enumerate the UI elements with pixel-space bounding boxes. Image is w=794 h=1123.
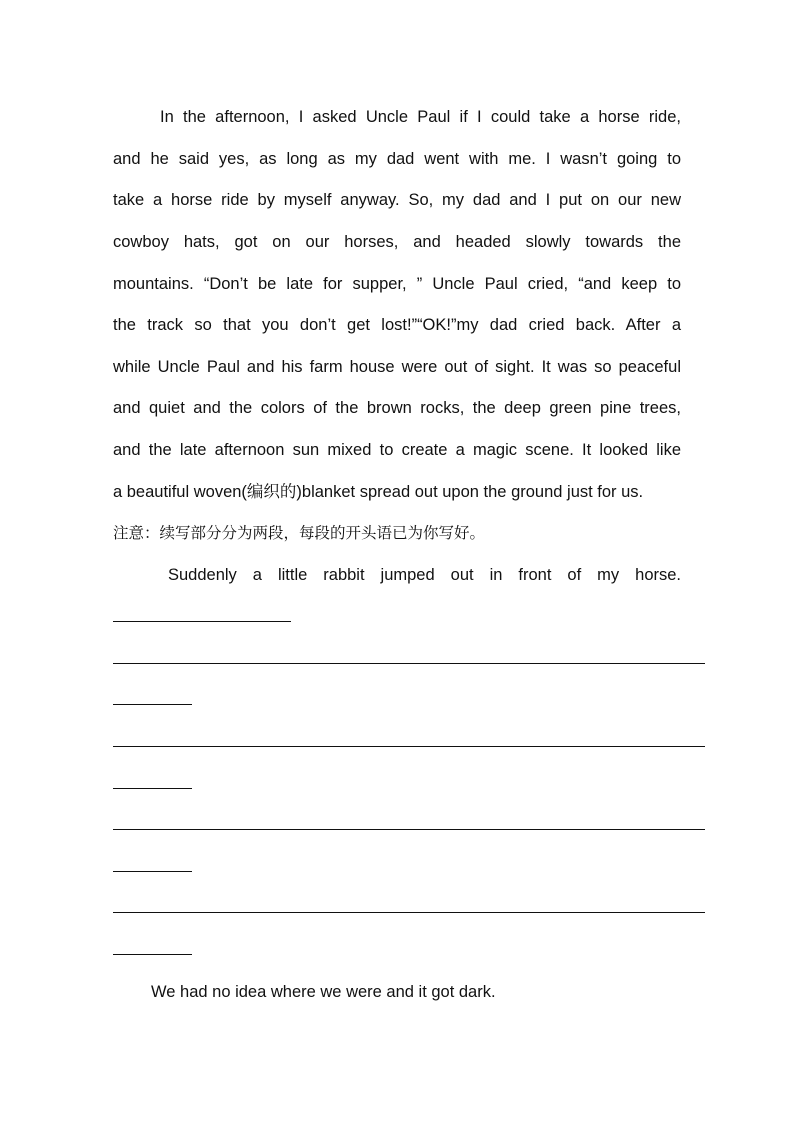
answer-line-8[interactable] <box>113 912 705 913</box>
answer-line-9[interactable] <box>113 954 192 955</box>
answer-line-4[interactable] <box>113 746 705 747</box>
answer-line-2[interactable] <box>113 663 705 664</box>
passage-line-9: and the late afternoon sun mixed to create a magic scene. It looked like <box>113 441 681 459</box>
passage-line-1: In the afternoon, I asked Uncle Paul if I could take a horse ride, <box>160 108 681 126</box>
passage-line-6: the track so that you don’t get lost!”“OK!”my dad cried back. After a <box>113 316 681 334</box>
answer-line-3[interactable] <box>113 704 192 705</box>
answer-line-5[interactable] <box>113 788 192 789</box>
passage-line-8: and quiet and the colors of the brown rocks, the deep green pine trees, <box>113 399 681 417</box>
answer-line-7[interactable] <box>113 871 192 872</box>
passage-line-5: mountains. “Don’t be late for supper, ” Uncle Paul cried, “and keep to <box>113 275 681 293</box>
passage-line-4: cowboy hats, got on our horses, and headed slowly towards the <box>113 233 681 251</box>
instruction-note: 注意：续写部分分为两段，每段的开头语已为你写好。 <box>113 524 486 542</box>
paragraph-2-opening: We had no idea where we were and it got dark. <box>151 983 496 1001</box>
passage-line-3: take a horse ride by myself anyway. So, my dad and I put on our new <box>113 191 681 209</box>
paragraph-1-opening: Suddenly a little rabbit jumped out in front of my horse. <box>168 566 681 584</box>
passage-line-2: and he said yes, as long as my dad went with me. I wasn’t going to <box>113 150 681 168</box>
answer-line-6[interactable] <box>113 829 705 830</box>
passage-line-7: while Uncle Paul and his farm house were out of sight. It was so peaceful <box>113 358 681 376</box>
passage-line-10: a beautiful woven(编织的)blanket spread out upon the ground just for us. <box>113 483 644 501</box>
answer-line-1[interactable] <box>113 621 291 622</box>
